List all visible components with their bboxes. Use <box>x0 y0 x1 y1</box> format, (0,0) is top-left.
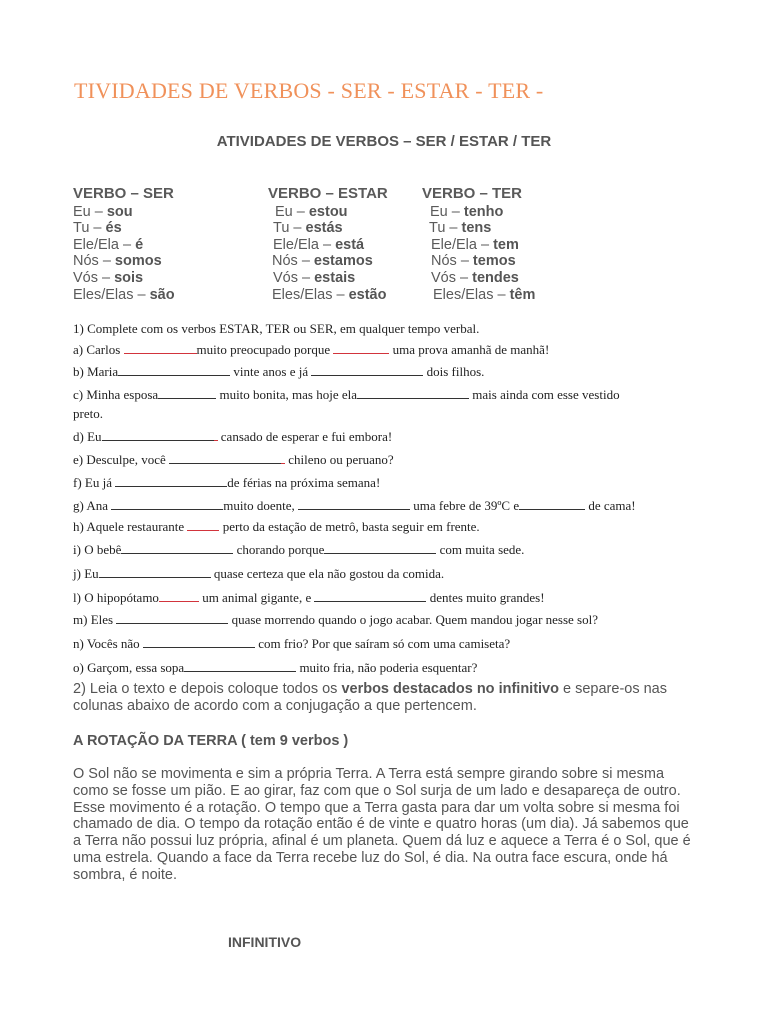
conjugation-header: VERBO – SER <box>73 185 174 202</box>
page-subtitle: ATIVIDADES DE VERBOS – SER / ESTAR / TER <box>216 133 552 150</box>
conjugation-ser <box>73 186 175 303</box>
blank-line[interactable] <box>111 498 223 510</box>
conjugation-row: Tu – tens <box>429 220 492 237</box>
blank-line[interactable] <box>324 542 436 554</box>
blank-line[interactable] <box>115 475 227 487</box>
blank-line[interactable] <box>118 364 230 376</box>
conjugation-row: Eles/Elas – têm <box>433 286 536 303</box>
blank-line[interactable] <box>99 566 211 578</box>
exercise-item-g: g) Ana muito doente, uma febre de 39ºC e de cama! <box>73 498 636 513</box>
blank-line[interactable] <box>519 498 585 510</box>
conjugation-row: Ele/Ela – é <box>73 236 144 253</box>
blank-line[interactable] <box>187 519 219 531</box>
conjugation-header: VERBO – TER <box>422 185 523 202</box>
exercise-item-c: c) Minha esposa muito bonita, mas hoje ela mais ainda com esse vestido <box>73 387 620 402</box>
exercise-1-instruction: 1) Complete com os verbos ESTAR, TER ou SER, em qualquer tempo verbal. <box>73 321 480 336</box>
blank-line[interactable] <box>159 590 199 602</box>
document-title: TIVIDADES DE VERBOS - SER - ESTAR - TER - <box>74 78 544 103</box>
conjugation-row: Vós – tendes <box>431 269 519 286</box>
exercise-item-j: j) Eu quase certeza que ela não gostou da comida. <box>73 566 445 581</box>
blank-line[interactable] <box>333 342 389 354</box>
conjugation-row: Nós – somos <box>73 253 162 270</box>
exercise-item-l: l) O hipopótamo um animal gigante, e dentes muito grandes! <box>73 590 545 605</box>
conjugation-ter <box>422 186 535 303</box>
conjugation-row: Vós – sois <box>73 269 144 286</box>
exercise-item-a: a) Carlos muito preocupado porque uma prova amanhã de manhã! <box>73 342 550 357</box>
exercise-item-n: n) Vocês não com frio? Por que saíram só com uma camiseta? <box>73 636 511 651</box>
conjugation-row: Eles/Elas – estão <box>272 286 387 303</box>
conjugation-row: Nós – estamos <box>272 253 373 270</box>
blank-line[interactable] <box>102 429 214 441</box>
blank-line[interactable] <box>121 542 233 554</box>
conjugation-header: VERBO – ESTAR <box>268 185 388 202</box>
blank-line[interactable] <box>158 387 216 399</box>
conjugation-row: Eu – estou <box>275 203 348 220</box>
exercise-item-f: f) Eu já de férias na próxima semana! <box>73 475 381 490</box>
blank-line[interactable] <box>116 612 228 624</box>
exercise-item-i: i) O bebê chorando porque com muita sede. <box>73 542 525 557</box>
blank-line[interactable] <box>298 498 410 510</box>
conjugation-row: Tu – estás <box>273 220 343 237</box>
blank-line[interactable] <box>169 452 281 464</box>
conjugation-estar <box>268 186 388 303</box>
exercise-item-b: b) Maria vinte anos e já dois filhos. <box>73 364 485 379</box>
blank-line[interactable] <box>311 364 423 376</box>
exercise-item-h: h) Aquele restaurante perto da estação de metrô, basta seguir em frente. <box>73 519 480 534</box>
exercise-item-e: e) Desculpe, você chileno ou peruano? <box>73 452 394 467</box>
blank-line[interactable] <box>143 636 255 648</box>
exercise-item-m: m) Eles quase morrendo quando o jogo acabar. Quem mandou jogar nesse sol? <box>73 612 599 627</box>
conjugation-row: Eu – sou <box>73 203 133 220</box>
text-title: A ROTAÇÃO DA TERRA ( tem 9 verbos ) <box>73 733 349 749</box>
exercise-item-c-continued: preto. <box>73 406 103 421</box>
text-body: O Sol não se movimenta e sim a própria Terra. A Terra está sempre girando sobre si mesma como se fosse um pião. E ao girar, faz com que o Sol surja de um lado e desapareça de outro. Esse movimento é a rotação. O tempo que a Terra gasta para dar um volta sobre si mesma foi chamado de dia. O tempo da rotação então é de vinte e quatro horas (um dia). Já sabemos que a Terra não possui luz própria, afinal é um planeta. Quem dá luz e aquece a Terra é o Sol, que é uma estrela. Quando a face da Terra recebe luz do Sol, é dia. Na outra face escura, onde há sombra, é noite. <box>73 766 691 883</box>
blank-line[interactable] <box>124 342 197 354</box>
exercise-2-instruction: 2) Leia o texto e depois coloque todos os verbos destacados no infinitivo e separe-os nas colunas abaixo de acordo com a conjugação a que pertencem. <box>73 681 667 714</box>
blank-line[interactable] <box>314 590 426 602</box>
conjugation-row: Eles/Elas – são <box>73 286 175 303</box>
conjugation-row: Eu – tenho <box>430 203 504 220</box>
blank-line[interactable] <box>357 387 469 399</box>
blank-line[interactable] <box>184 660 296 672</box>
conjugation-row: Ele/Ela – tem <box>431 236 519 253</box>
conjugation-row: Ele/Ela – está <box>273 236 365 253</box>
conjugation-row: Nós – temos <box>431 253 516 270</box>
infinitive-column-header: INFINITIVO <box>228 934 302 950</box>
conjugation-row: Tu – és <box>73 220 122 237</box>
exercise-item-o: o) Garçom, essa sopa muito fria, não poderia esquentar? <box>73 660 478 675</box>
conjugation-row: Vós – estais <box>273 269 356 286</box>
exercise-item-d: d) Eu cansado de esperar e fui embora! <box>73 429 393 444</box>
